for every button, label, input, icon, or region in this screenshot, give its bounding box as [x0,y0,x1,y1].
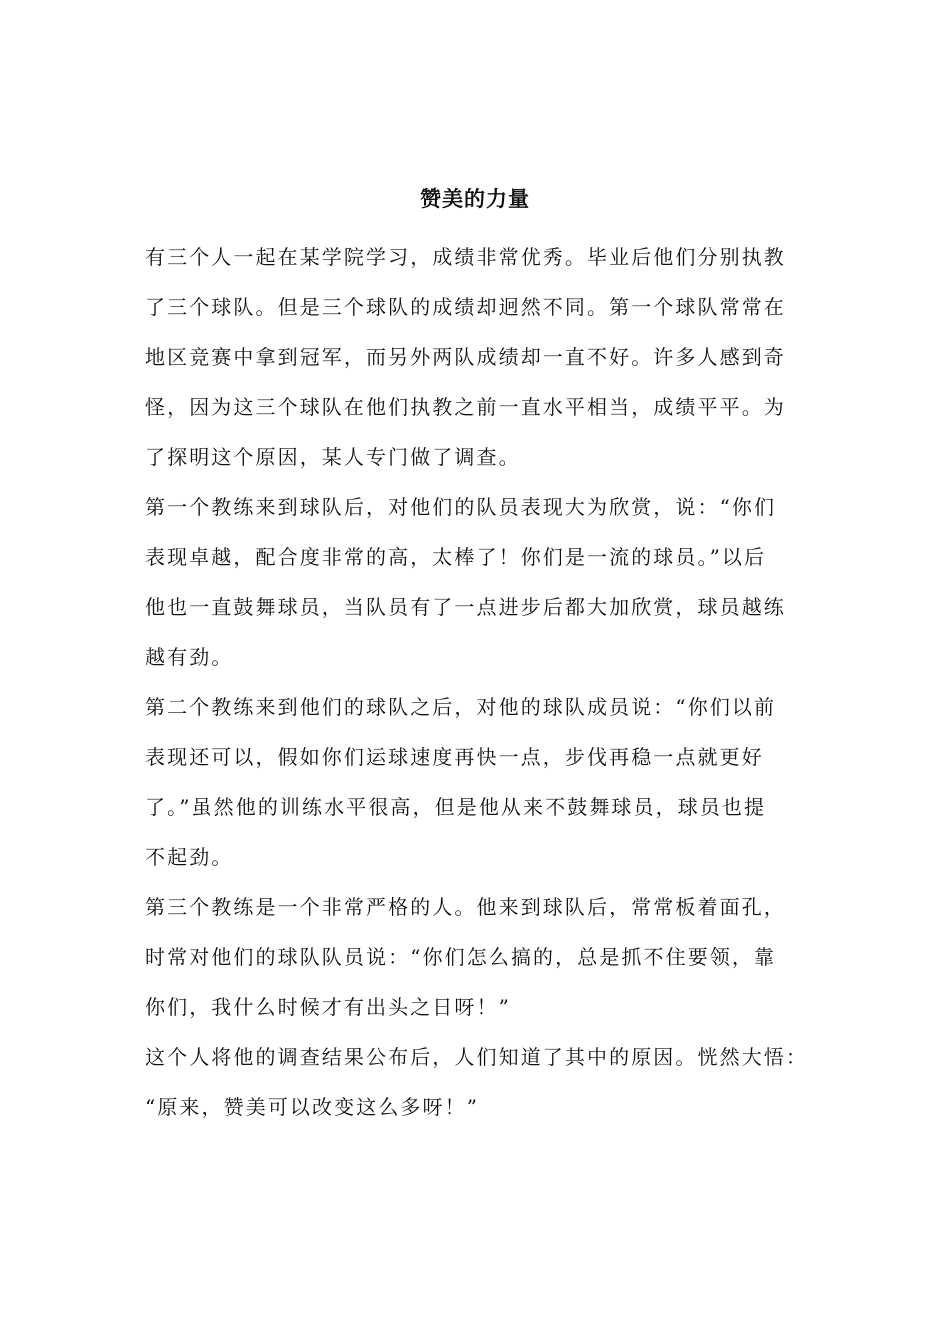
text-line: 第三个教练是一个非常严格的人。他来到球队后，常常板着面孔， [145,895,786,919]
text-line: 了三个球队。但是三个球队的成绩却迥然不同。第一个球队常常在 [145,295,786,319]
text-line: 表现还可以，假如你们运球速度再快一点，步伐再稳一点就更好 [145,745,764,769]
paragraph-third-coach [145,882,810,1032]
text-line: 时常对他们的球队队员说：“你们怎么搞的，总是抓不住要领，靠 [145,945,777,969]
text-line: 这个人将他的调查结果公布后，人们知道了其中的原因。恍然大悟： [145,1045,808,1069]
text-line: 你们，我什么时候才有出头之日呀！” [145,995,511,1019]
paragraph-first-coach [145,482,810,682]
paragraph-conclusion [145,1032,810,1132]
article-body [145,232,810,1132]
text-line: “原来，赞美可以改变这么多呀！” [145,1095,480,1119]
text-line: 第一个教练来到球队后，对他们的队员表现大为欣赏，说：“你们 [145,495,777,519]
text-line: 表现卓越，配合度非常的高，太棒了！你们是一流的球员。”以后 [145,545,767,569]
text-line: 越有劲。 [145,645,234,669]
text-line: 地区竞赛中拿到冠军，而另外两队成绩却一直不好。许多人感到奇 [145,345,786,369]
text-line: 不起劲。 [145,845,234,869]
text-line: 怪，因为这三个球队在他们执教之前一直水平相当，成绩平平。为 [145,395,786,419]
text-line: 有三个人一起在某学院学习，成绩非常优秀。毕业后他们分别执教 [145,245,786,269]
text-line: 第二个教练来到他们的球队之后，对他的球队成员说：“你们以前 [145,695,777,719]
text-line: 了。”虽然他的训练水平很高，但是他从来不鼓舞球员，球员也提 [145,795,767,819]
text-line: 他也一直鼓舞球员，当队员有了一点进步后都大加欣赏，球员越练 [145,595,786,619]
text-line: 了探明这个原因，某人专门做了调查。 [145,445,521,469]
paragraph-second-coach [145,682,810,882]
paragraph-intro [145,232,810,482]
page-title: 赞美的力量 [420,186,530,211]
